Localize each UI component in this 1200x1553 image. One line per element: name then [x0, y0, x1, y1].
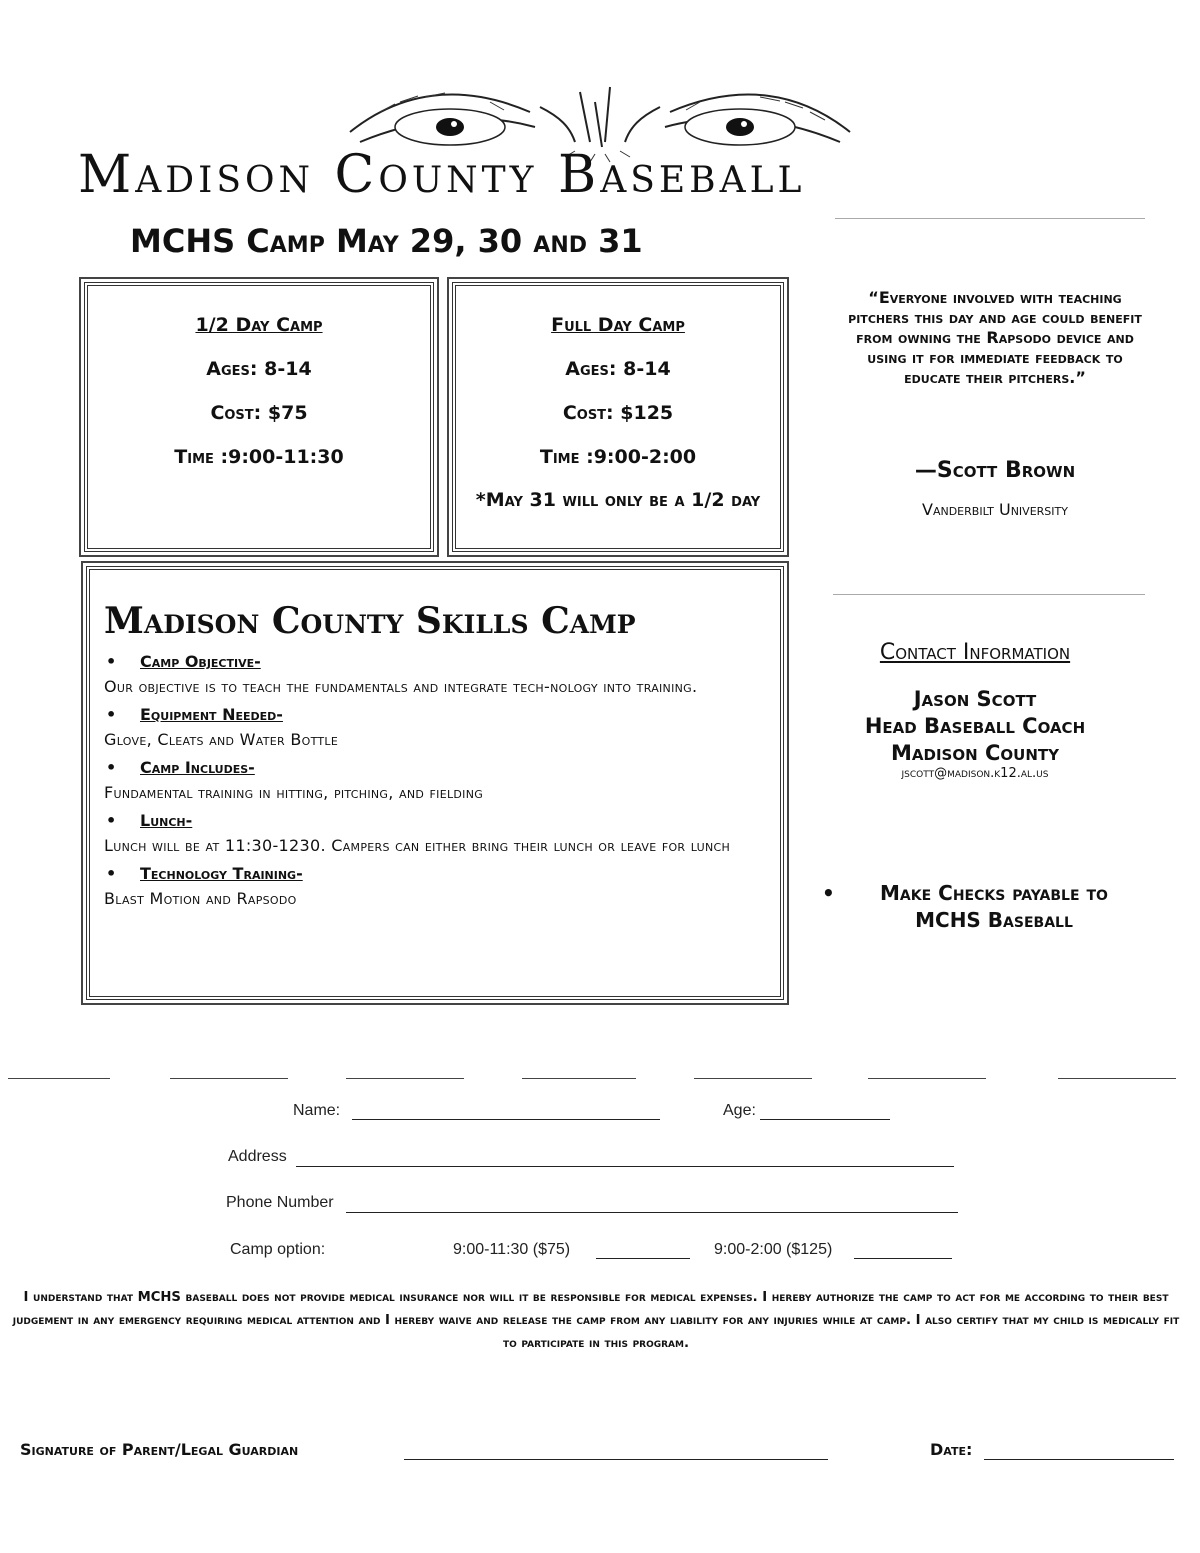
name-field[interactable]	[352, 1119, 660, 1120]
camp-option-half-field[interactable]	[596, 1258, 690, 1259]
camp-option-full: 9:00-2:00 ($125)	[714, 1241, 833, 1258]
list-item	[104, 703, 780, 752]
half-day-ages: Ages: 8-14	[206, 358, 312, 380]
phone-field[interactable]	[346, 1212, 958, 1213]
skills-item-label: • Equipment Needed-	[104, 703, 780, 727]
full-day-heading: Full Day Camp	[551, 314, 685, 336]
testimonial-quote: “Everyone involved with teaching pitchers this day and age could benefit from owning the Rapsodo device and using it for immediate feedback to educate their pitchers.”	[848, 288, 1142, 387]
full-day-note: *May 31 will only be a 1/2 day	[475, 489, 761, 511]
skills-item-text: Glove, Cleats and Water Bottle	[104, 730, 339, 749]
skills-item-label: • Technology Training-	[104, 862, 780, 886]
contact-heading: Contact Information	[879, 640, 1071, 665]
cut-line-segment	[868, 1078, 986, 1079]
signature-label: Signature of Parent/Legal Guardian	[20, 1440, 299, 1459]
skills-camp-box	[86, 566, 784, 1000]
contact-org: Madison County	[891, 741, 1059, 765]
skills-item-text: Fundamental training in hitting, pitching, and fielding	[104, 783, 484, 802]
payment-note	[822, 880, 1142, 934]
contact-name: Jason Scott	[913, 687, 1037, 711]
age-field[interactable]	[760, 1119, 890, 1120]
half-day-camp-box	[84, 282, 434, 552]
camp-option-half: 9:00-11:30 ($75)	[453, 1241, 571, 1258]
cut-line-segment	[8, 1078, 110, 1079]
skills-item-text: Our objective is to teach the fundamentals and integrate tech-nology into training.	[104, 677, 698, 696]
payment-text: Make Checks payable to MCHS Baseball	[880, 881, 1108, 932]
date-label: Date:	[930, 1440, 973, 1459]
name-label: Name:	[293, 1102, 341, 1119]
contact-role: Head Baseball Coach	[864, 714, 1086, 738]
list-item	[104, 756, 780, 805]
payment-bullet: •	[822, 881, 835, 905]
camp-option-label: Camp option:	[230, 1241, 326, 1258]
cut-line-segment	[346, 1078, 464, 1079]
liability-disclaimer: I understand that MCHS baseball does not provide medical insurance nor will it be responsible for medical expenses. I hereby authorize the camp to act for me according to their best judgement in any emergency requiring medical attention and I hereby waive and release the camp from any liability for any injuries while at camp. I also certify that my child is medically fit to participate in this program.	[12, 1290, 1180, 1351]
right-divider	[833, 594, 1145, 595]
full-day-time: Time :9:00-2:00	[539, 446, 697, 468]
skills-item-label: • Camp Includes-	[104, 756, 780, 780]
testimonial-affiliation: Vanderbilt University	[922, 500, 1068, 519]
half-day-cost: Cost: $75	[210, 402, 308, 424]
contact-email: jscott@madison.k12.al.us	[901, 766, 1049, 781]
list-item	[104, 862, 780, 911]
testimonial-author: —Scott Brown	[914, 458, 1076, 483]
camp-option-full-field[interactable]	[854, 1258, 952, 1259]
skills-item-label: • Camp Objective-	[104, 650, 780, 674]
phone-label: Phone Number	[226, 1194, 334, 1211]
skills-item-label: • Lunch-	[104, 809, 780, 833]
contact-block	[820, 686, 1130, 767]
address-field[interactable]	[296, 1166, 954, 1167]
full-day-ages: Ages: 8-14	[565, 358, 671, 380]
page-title: Madison County Baseball	[78, 145, 806, 205]
list-item	[104, 650, 780, 699]
skills-item-text: Lunch will be at 11:30-1230. Campers can either bring their lunch or leave for lunch	[104, 836, 731, 855]
full-day-camp-box	[452, 282, 784, 552]
date-field[interactable]	[984, 1459, 1174, 1460]
camp-dates-subtitle: MCHS Camp May 29, 30 and 31	[130, 222, 643, 260]
address-label: Address	[228, 1148, 287, 1165]
half-day-heading: 1/2 Day Camp	[195, 314, 323, 336]
age-label: Age:	[723, 1102, 756, 1119]
cut-line-segment	[1058, 1078, 1176, 1079]
skills-camp-title: Madison County Skills Camp	[104, 600, 636, 642]
half-day-time: Time :9:00-11:30	[174, 446, 344, 468]
title-divider	[835, 218, 1145, 219]
skills-item-text: Blast Motion and Rapsodo	[104, 889, 297, 908]
cut-line-segment	[694, 1078, 812, 1079]
list-item	[104, 809, 780, 858]
cut-line-segment	[522, 1078, 636, 1079]
skills-list	[90, 650, 780, 911]
signature-field[interactable]	[404, 1459, 828, 1460]
cut-line-segment	[170, 1078, 288, 1079]
full-day-cost: Cost: $125	[562, 402, 674, 424]
